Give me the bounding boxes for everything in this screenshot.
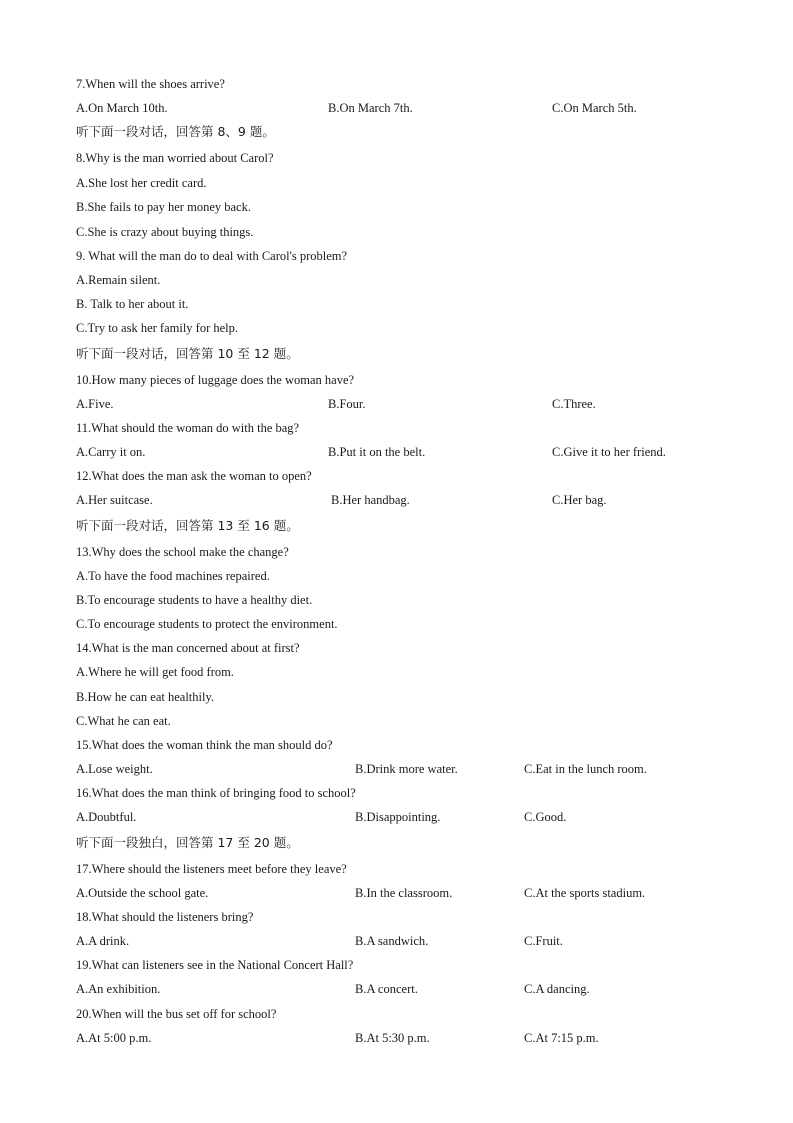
question-10-option-c: C.Three. bbox=[552, 397, 596, 411]
question-14-option-c: C.What he can eat. bbox=[76, 714, 171, 728]
question-11-option-a: A.Carry it on. bbox=[76, 445, 146, 459]
question-15-option-b: B.Drink more water. bbox=[355, 762, 458, 776]
question-15-stem: 15.What does the woman think the man should do? bbox=[76, 738, 333, 752]
section-instruction-17-20: 听下面一段独白，回答第 17 至 20 题。 bbox=[76, 835, 299, 850]
question-12-option-b: B.Her handbag. bbox=[331, 493, 410, 507]
question-8-option-c: C.She is crazy about buying things. bbox=[76, 225, 254, 239]
question-13-stem: 13.Why does the school make the change? bbox=[76, 545, 289, 559]
question-7-option-a: A.On March 10th. bbox=[76, 101, 168, 115]
section-instruction-13-16: 听下面一段对话，回答第 13 至 16 题。 bbox=[76, 518, 299, 533]
question-12-option-c: C.Her bag. bbox=[552, 493, 607, 507]
question-20-stem: 20.When will the bus set off for school? bbox=[76, 1007, 277, 1021]
question-16-option-a: A.Doubtful. bbox=[76, 810, 137, 824]
question-11-option-c: C.Give it to her friend. bbox=[552, 445, 666, 459]
question-19-option-a: A.An exhibition. bbox=[76, 982, 161, 996]
question-7-option-c: C.On March 5th. bbox=[552, 101, 637, 115]
question-11-option-b: B.Put it on the belt. bbox=[328, 445, 426, 459]
question-14-option-a: A.Where he will get food from. bbox=[76, 665, 234, 679]
section-instruction-8-9: 听下面一段对话，回答第 8、9 题。 bbox=[76, 124, 275, 139]
question-11-stem: 11.What should the woman do with the bag? bbox=[76, 421, 300, 435]
question-15-option-a: A.Lose weight. bbox=[76, 762, 153, 776]
question-15-option-c: C.Eat in the lunch room. bbox=[524, 762, 647, 776]
question-8-option-a: A.She lost her credit card. bbox=[76, 176, 207, 190]
question-18-option-b: B.A sandwich. bbox=[355, 934, 429, 948]
question-13-option-a: A.To have the food machines repaired. bbox=[76, 569, 270, 583]
question-14-option-b: B.How he can eat healthily. bbox=[76, 690, 215, 704]
question-10-option-a: A.Five. bbox=[76, 397, 114, 411]
question-8-stem: 8.Why is the man worried about Carol? bbox=[76, 151, 274, 165]
question-17-option-c: C.At the sports stadium. bbox=[524, 886, 646, 900]
question-13-option-b: B.To encourage students to have a healthy diet. bbox=[76, 593, 313, 607]
question-12-stem: 12.What does the man ask the woman to open? bbox=[76, 469, 312, 483]
question-12-option-a: A.Her suitcase. bbox=[76, 493, 153, 507]
question-9-option-c: C.Try to ask her family for help. bbox=[76, 321, 239, 335]
question-14-stem: 14.What is the man concerned about at first? bbox=[76, 641, 300, 655]
question-18-option-a: A.A drink. bbox=[76, 934, 130, 948]
section-instruction-10-12: 听下面一段对话，回答第 10 至 12 题。 bbox=[76, 346, 299, 361]
question-9-option-a: A.Remain silent. bbox=[76, 273, 161, 287]
question-9-stem: 9. What will the man do to deal with Carol's problem? bbox=[76, 249, 348, 263]
question-20-option-b: B.At 5:30 p.m. bbox=[355, 1031, 430, 1045]
question-16-option-c: C.Good. bbox=[524, 810, 567, 824]
question-18-option-c: C.Fruit. bbox=[524, 934, 563, 948]
question-10-stem: 10.How many pieces of luggage does the woman have? bbox=[76, 373, 355, 387]
question-7-option-b: B.On March 7th. bbox=[328, 101, 413, 115]
question-19-option-b: B.A concert. bbox=[355, 982, 418, 996]
question-13-option-c: C.To encourage students to protect the environment. bbox=[76, 617, 338, 631]
question-20-option-a: A.At 5:00 p.m. bbox=[76, 1031, 152, 1045]
question-16-stem: 16.What does the man think of bringing food to school? bbox=[76, 786, 356, 800]
question-17-option-b: B.In the classroom. bbox=[355, 886, 453, 900]
question-17-option-a: A.Outside the school gate. bbox=[76, 886, 209, 900]
question-16-option-b: B.Disappointing. bbox=[355, 810, 441, 824]
question-19-stem: 19.What can listeners see in the National Concert Hall? bbox=[76, 958, 354, 972]
question-19-option-c: C.A dancing. bbox=[524, 982, 590, 996]
question-10-option-b: B.Four. bbox=[328, 397, 366, 411]
question-20-option-c: C.At 7:15 p.m. bbox=[524, 1031, 599, 1045]
question-7-stem: 7.When will the shoes arrive? bbox=[76, 77, 225, 91]
question-17-stem: 17.Where should the listeners meet before they leave? bbox=[76, 862, 347, 876]
question-18-stem: 18.What should the listeners bring? bbox=[76, 910, 254, 924]
question-8-option-b: B.She fails to pay her money back. bbox=[76, 200, 251, 214]
question-9-option-b: B. Talk to her about it. bbox=[76, 297, 189, 311]
